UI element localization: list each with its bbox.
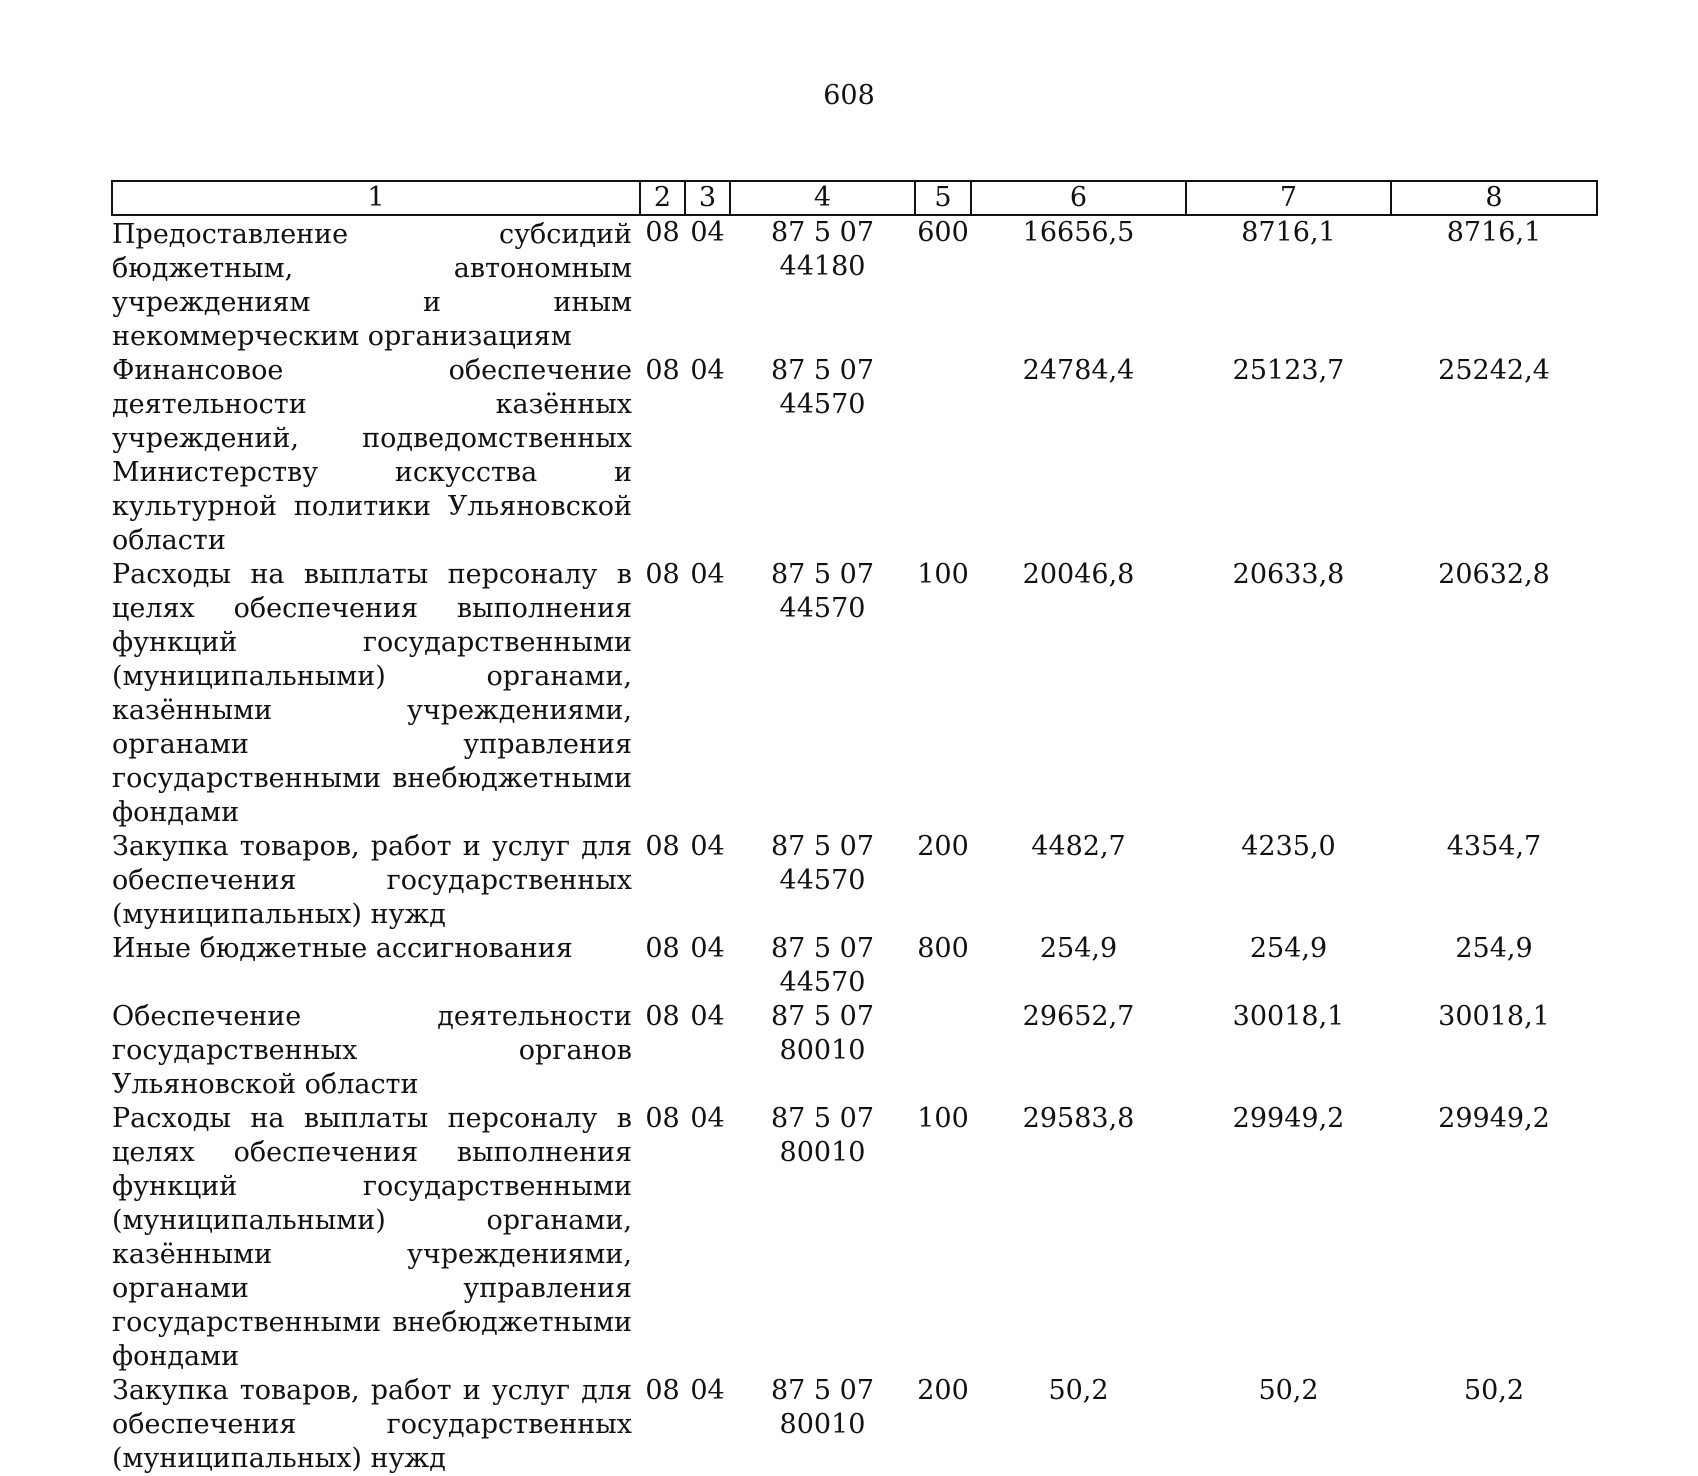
table-row — [112, 558, 1597, 830]
table-row — [112, 830, 1597, 932]
row-value-col6: 29652,7 — [1022, 1001, 1135, 1032]
row-value-col7: 50,2 — [1258, 1375, 1319, 1406]
header-col-2: 2 — [640, 181, 685, 215]
row-value-col8: 20632,8 — [1438, 559, 1550, 590]
table-row — [112, 932, 1597, 1000]
row-section: 08 — [645, 559, 680, 590]
row-name: Предоставление субсидий бюджетным, автономным учреждениям и иным некоммерческим организациям — [112, 219, 632, 352]
row-target-code: 87 5 07 44570 — [770, 831, 875, 896]
row-value-col7: 8716,1 — [1241, 217, 1336, 248]
row-subsection: 04 — [690, 1001, 725, 1032]
row-section: 08 — [645, 217, 680, 248]
table-row — [112, 1000, 1597, 1102]
row-expense-type — [915, 354, 971, 558]
header-col-5: 5 — [915, 181, 971, 215]
row-value-col8: 25242,4 — [1438, 355, 1550, 386]
header-col-7: 7 — [1186, 181, 1391, 215]
row-expense-type — [915, 1000, 971, 1102]
row-expense-type: 600 — [917, 217, 969, 248]
row-section: 08 — [645, 1375, 680, 1406]
row-section: 08 — [645, 1001, 680, 1032]
row-value-col6: 24784,4 — [1022, 355, 1135, 386]
row-section: 08 — [645, 355, 680, 386]
row-section: 08 — [645, 831, 680, 862]
row-name: Расходы на выплаты персоналу в целях обеспечения выполнения функций государственными (муниципальными) органами, казёнными учреждениями, органами управления государственными внебюджетными фондами — [112, 559, 632, 828]
row-name: Обеспечение деятельности государственных органов Ульяновской области — [112, 1001, 632, 1100]
row-value-col8: 254,9 — [1455, 933, 1533, 964]
row-value-col7: 4235,0 — [1241, 831, 1336, 862]
row-expense-type: 800 — [917, 933, 969, 964]
table-row — [112, 215, 1597, 354]
row-value-col6: 50,2 — [1048, 1375, 1109, 1406]
row-subsection: 04 — [690, 559, 725, 590]
row-target-code: 87 5 07 44570 — [770, 559, 875, 624]
row-value-col7: 254,9 — [1249, 933, 1328, 964]
row-target-code: 87 5 07 80010 — [770, 1375, 875, 1440]
row-subsection: 04 — [690, 355, 725, 386]
table-row — [112, 1102, 1597, 1374]
row-name: Закупка товаров, работ и услуг для обеспечения государственных (муниципальных) нужд — [112, 831, 632, 930]
budget-table — [111, 180, 1598, 1476]
row-subsection: 04 — [690, 1103, 725, 1134]
header-row — [112, 181, 1597, 215]
table-row — [112, 354, 1597, 558]
row-expense-type: 100 — [917, 1103, 969, 1134]
header-col-8: 8 — [1391, 181, 1597, 215]
row-value-col6: 4482,7 — [1031, 831, 1126, 862]
row-expense-type: 200 — [917, 1375, 969, 1406]
row-name: Закупка товаров, работ и услуг для обеспечения государственных (муниципальных) нужд — [112, 1375, 632, 1474]
row-expense-type: 200 — [917, 831, 969, 862]
row-subsection: 04 — [690, 217, 725, 248]
row-target-code: 87 5 07 80010 — [770, 1001, 875, 1066]
row-name: Иные бюджетные ассигнования — [112, 933, 573, 964]
row-target-code: 87 5 07 44570 — [770, 933, 875, 998]
row-value-col6: 20046,8 — [1022, 559, 1135, 590]
row-section: 08 — [645, 933, 680, 964]
row-expense-type: 100 — [917, 559, 969, 590]
row-name: Финансовое обеспечение деятельности казённых учреждений, подведомственных Министерству искусства и культурной политики Ульяновской области — [112, 355, 632, 556]
table-row — [112, 1374, 1597, 1476]
row-value-col6: 29583,8 — [1022, 1103, 1135, 1134]
row-target-code: 87 5 07 44180 — [770, 217, 875, 282]
row-subsection: 04 — [690, 831, 725, 862]
header-col-6: 6 — [971, 181, 1186, 215]
page-number: 608 — [823, 80, 875, 111]
row-target-code: 87 5 07 44570 — [770, 355, 875, 420]
row-value-col6: 254,9 — [1039, 933, 1118, 964]
row-value-col8: 50,2 — [1463, 1375, 1525, 1406]
row-value-col8: 4354,7 — [1446, 831, 1542, 862]
header-col-1: 1 — [112, 181, 640, 215]
row-name: Расходы на выплаты персоналу в целях обеспечения выполнения функций государственными (муниципальными) органами, казёнными учреждениями, органами управления государственными внебюджетными фондами — [112, 1103, 632, 1372]
row-value-col8: 29949,2 — [1438, 1103, 1550, 1134]
row-value-col8: 8716,1 — [1446, 217, 1542, 248]
row-value-col6: 16656,5 — [1022, 217, 1135, 248]
row-subsection: 04 — [690, 1375, 725, 1406]
row-target-code: 87 5 07 80010 — [770, 1103, 875, 1168]
row-section: 08 — [645, 1103, 680, 1134]
header-col-3: 3 — [685, 181, 730, 215]
header-col-4: 4 — [730, 181, 915, 215]
row-value-col8: 30018,1 — [1438, 1001, 1550, 1032]
row-value-col7: 25123,7 — [1232, 355, 1345, 386]
row-value-col7: 20633,8 — [1232, 559, 1345, 590]
row-value-col7: 30018,1 — [1232, 1001, 1345, 1032]
row-subsection: 04 — [690, 933, 725, 964]
table-header — [112, 181, 1597, 215]
table-body — [112, 215, 1597, 1476]
row-value-col7: 29949,2 — [1232, 1103, 1345, 1134]
